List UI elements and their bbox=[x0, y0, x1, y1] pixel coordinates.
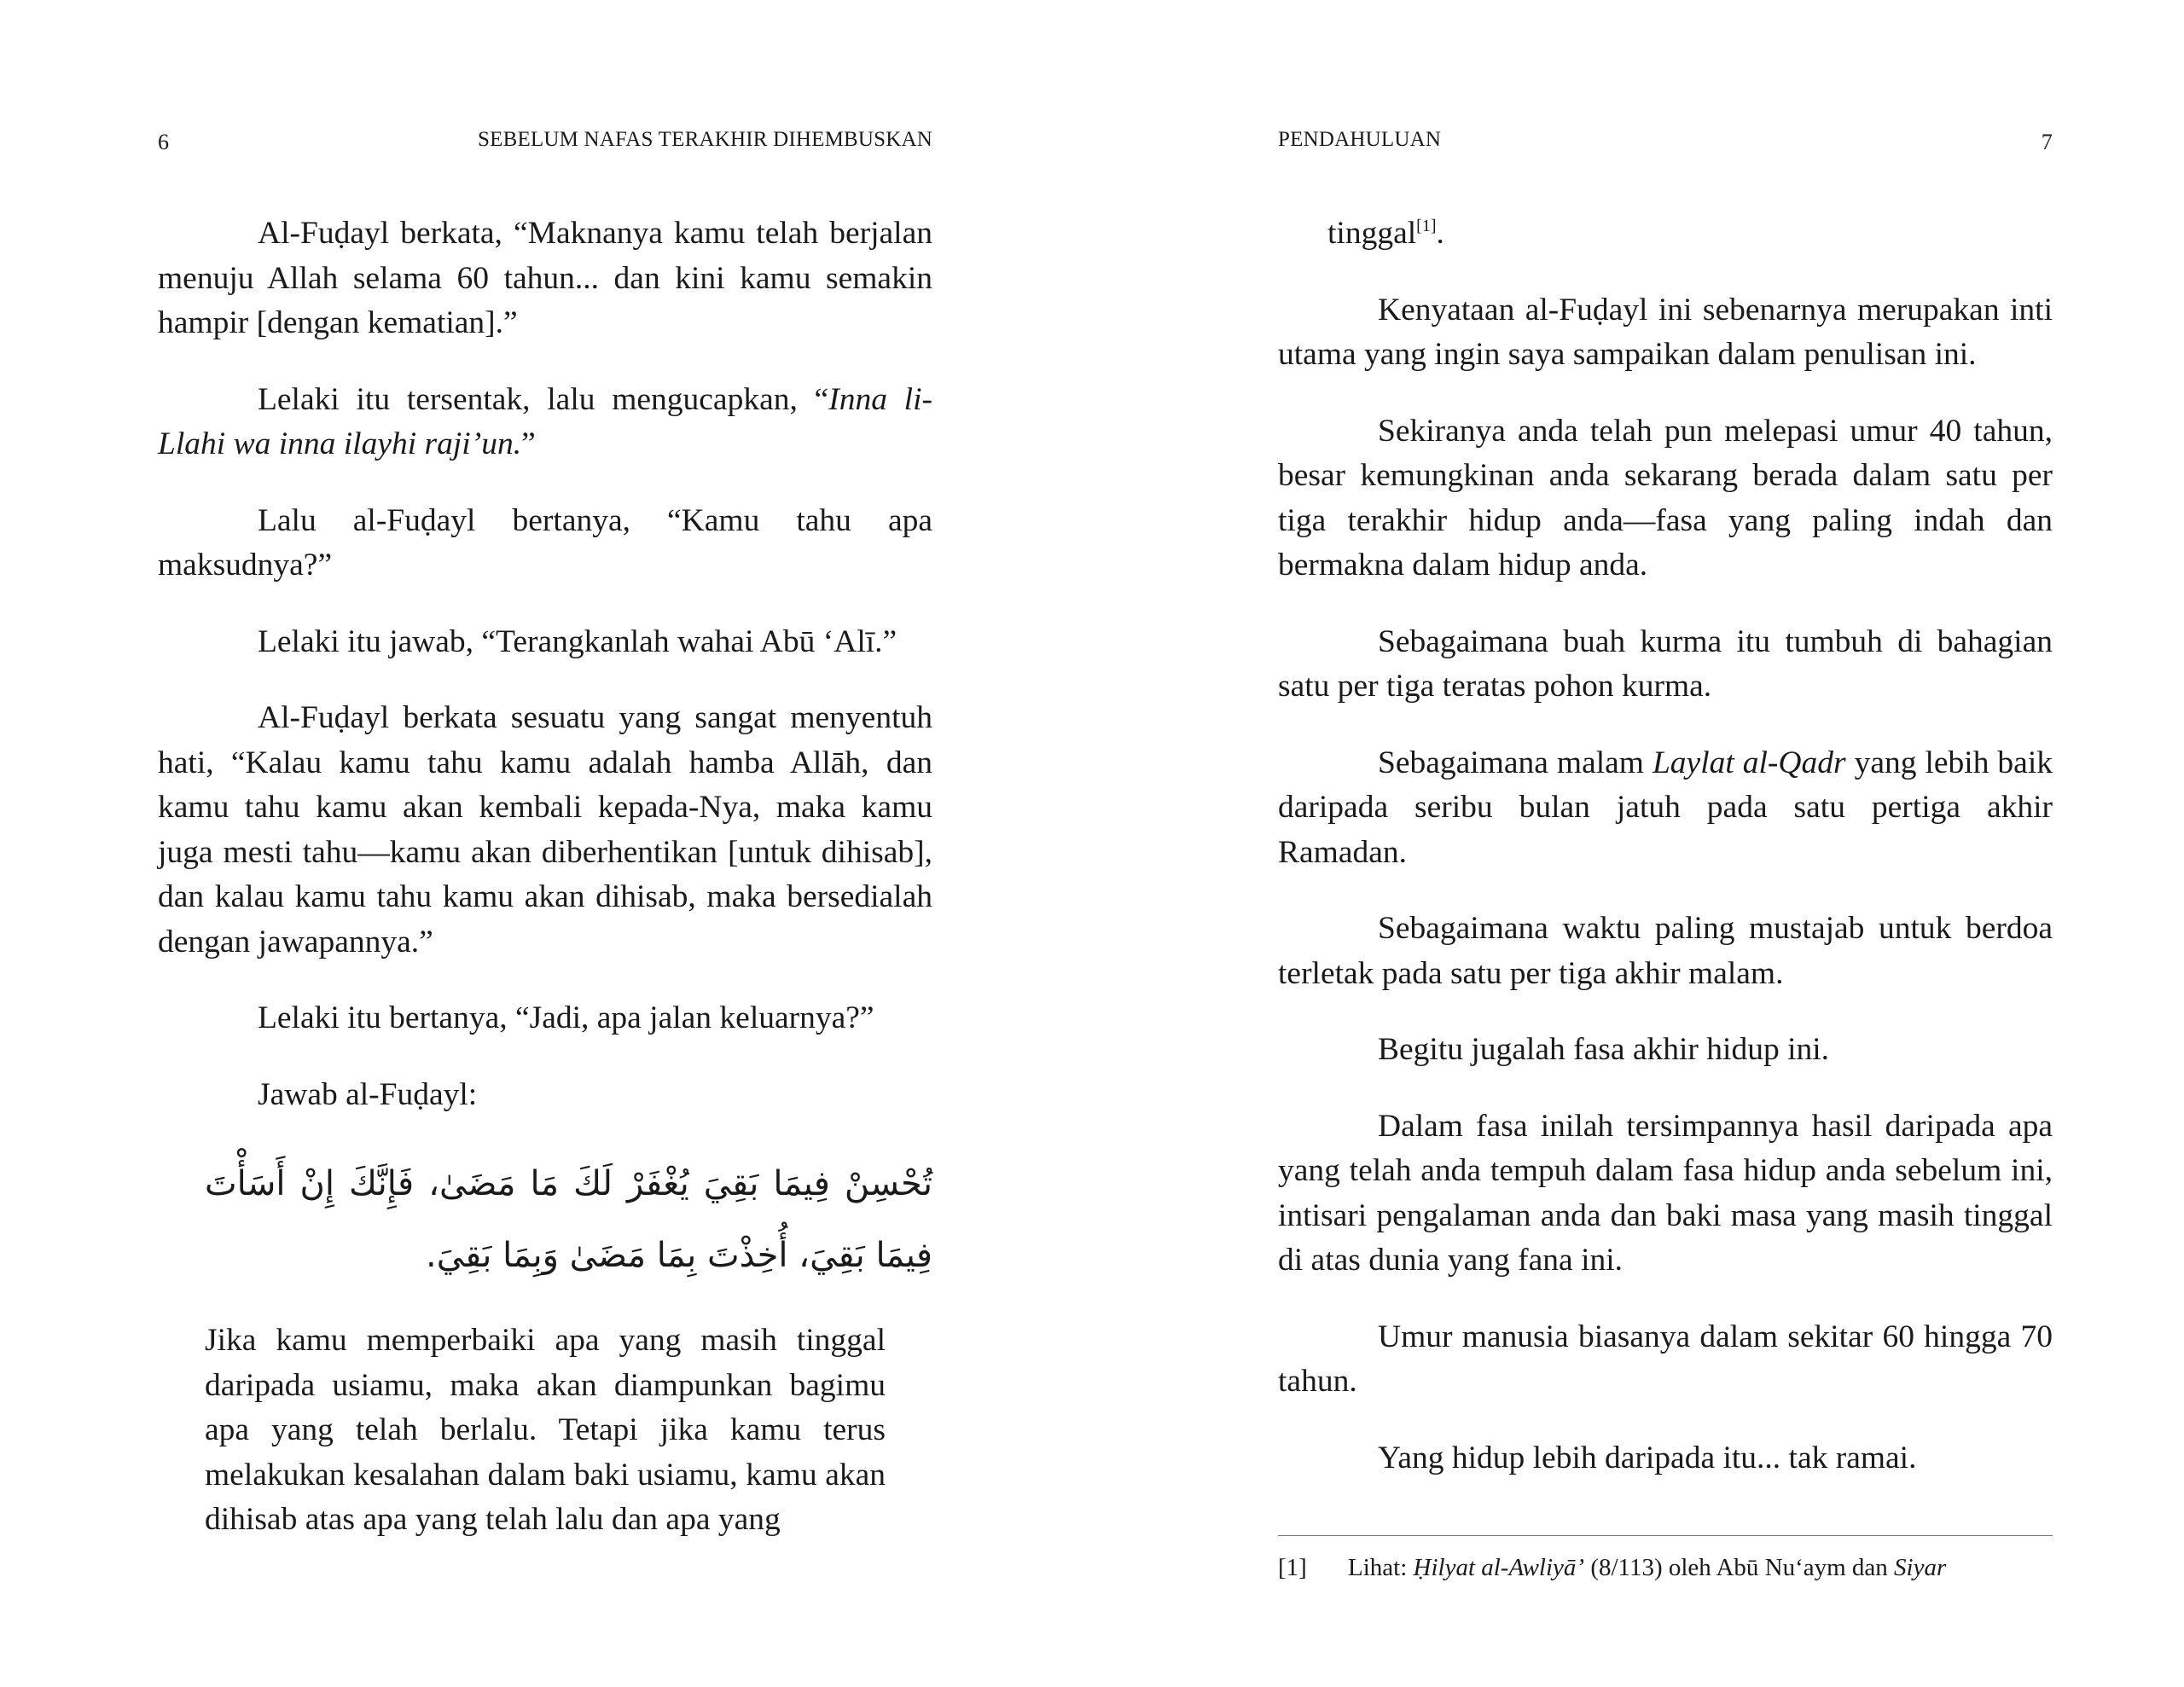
book-title-header: SEBELUM NAFAS TERAKHIR DIHEMBUSKAN bbox=[478, 128, 932, 151]
paragraph: Dalam fasa inilah tersimpannya hasil daripada apa yang telah anda tempuh dalam fasa hidup anda sebelum ini, intisari pengalaman anda dan baki masa yang masih tinggal di atas dunia yang fana ini. bbox=[1278, 1108, 2053, 1278]
arabic-quote: تُحْسِنْ فِيمَا بَقِيَ يُغْفَرْ لَكَ مَا مَضَىٰ، فَإِنَّكَ إِنْ أَسَأْتَ فِيمَا بَقِيَ، أُخِذْتَ بِمَا مَضَىٰ وَبِمَا بَقِيَ. bbox=[205, 1164, 932, 1275]
footnote-book-title: Siyar bbox=[1894, 1554, 1947, 1581]
right-page-body bbox=[1278, 212, 2053, 1512]
left-page-body bbox=[158, 212, 932, 1543]
paragraph bbox=[1278, 741, 2053, 876]
paragraph: Jawab al-Fuḍayl: bbox=[258, 1076, 478, 1112]
paragraph: Umur manusia biasanya dalam sekitar 60 hingga 70 tahun. bbox=[1278, 1319, 2053, 1399]
footnote-book-title: Ḥilyat al-Awliyā’ bbox=[1413, 1554, 1585, 1581]
right-running-head bbox=[1278, 128, 2053, 159]
paragraph bbox=[158, 378, 932, 467]
footnote-mark: [1] bbox=[1278, 1554, 1307, 1581]
page-number-right: 7 bbox=[2041, 130, 2053, 154]
paragraph: Al-Fuḍayl berkata sesuatu yang sangat menyentuh hati, “Kalau kamu tahu kamu adalah hamba Allāh, dan kamu tahu kamu akan kembali kepada-Nya, maka kamu juga mesti tahu—kamu akan diberhentikan [untuk dihisab], dan kalau kamu tahu kamu akan dihisab, maka bersedialah dengan jawapannya.” bbox=[158, 700, 932, 959]
paragraph: Lelaki itu jawab, “Terangkanlah wahai Abū ‘Alī.” bbox=[258, 623, 897, 659]
footnote-text: Lihat: bbox=[1348, 1554, 1414, 1581]
paragraph: Sekiranya anda telah pun melepasi umur 40 tahun, besar kemungkinan anda sekarang berada dalam satu per tiga terakhir hidup anda—fasa yang paling indah dan bermakna dalam hidup anda. bbox=[1278, 413, 2053, 583]
paragraph-text: . bbox=[1436, 216, 1444, 251]
paragraph-text: ” bbox=[521, 426, 536, 461]
paragraph: Sebagaimana waktu paling mustajab untuk berdoa terletak pada satu per tiga akhir malam. bbox=[1278, 911, 2053, 991]
continuation-paragraph bbox=[1278, 212, 2053, 257]
chapter-title-header: PENDAHULUAN bbox=[1278, 128, 1442, 151]
paragraph: Lelaki itu bertanya, “Jadi, apa jalan keluarnya?” bbox=[258, 1000, 874, 1035]
paragraph-text: Lelaki itu tersentak, lalu mengucapkan, “ bbox=[258, 381, 829, 417]
paragraph: Yang hidup lebih daripada itu... tak ramai. bbox=[1378, 1440, 1917, 1475]
paragraph: Lalu al-Fuḍayl bertanya, “Kamu tahu apa maksudnya?” bbox=[158, 502, 932, 583]
left-page bbox=[158, 0, 932, 1687]
italic-phrase: Inna li-Llahi wa inna ilayhi raji’un. bbox=[158, 381, 932, 461]
footnote-reference[interactable]: [1] bbox=[1416, 217, 1437, 235]
left-running-head bbox=[158, 128, 932, 159]
italic-phrase: Laylat al-Qadr bbox=[1652, 745, 1846, 780]
footnote bbox=[1278, 1551, 2053, 1585]
footnote-text: (8/113) oleh Abū Nu‘aym dan bbox=[1584, 1554, 1895, 1581]
paragraph: Sebagaimana buah kurma itu tumbuh di bahagian satu per tiga teratas pohon kurma. bbox=[1278, 623, 2053, 704]
paragraph-text: Sebagaimana malam bbox=[1378, 745, 1653, 780]
paragraph-text: tinggal bbox=[1327, 216, 1417, 251]
footnote-divider bbox=[1278, 1535, 2053, 1536]
page-number-left: 6 bbox=[158, 130, 170, 154]
translation-paragraph: Jika kamu memperbaiki apa yang masih tinggal daripada usiamu, maka akan diampunkan bagimu apa yang telah berlalu. Tetapi jika kamu terus melakukan kesalahan dalam baki usiamu, kamu akan dihisab atas apa yang telah lalu dan apa yang bbox=[205, 1323, 886, 1537]
paragraph: Al-Fuḍayl berkata, “Maknanya kamu telah berjalan menuju Allah selama 60 tahun... dan kini kamu semakin hampir [dengan kematian].” bbox=[158, 216, 932, 340]
right-page bbox=[1278, 0, 2053, 1687]
paragraph: Kenyataan al-Fuḍayl ini sebenarnya merupakan inti utama yang ingin saya sampaikan dalam penulisan ini. bbox=[1278, 292, 2053, 372]
paragraph-text: yang lebih baik daripada seribu bulan jatuh pada satu pertiga akhir Ramadan. bbox=[1278, 745, 2053, 870]
paragraph: Begitu jugalah fasa akhir hidup ini. bbox=[1378, 1032, 1830, 1067]
